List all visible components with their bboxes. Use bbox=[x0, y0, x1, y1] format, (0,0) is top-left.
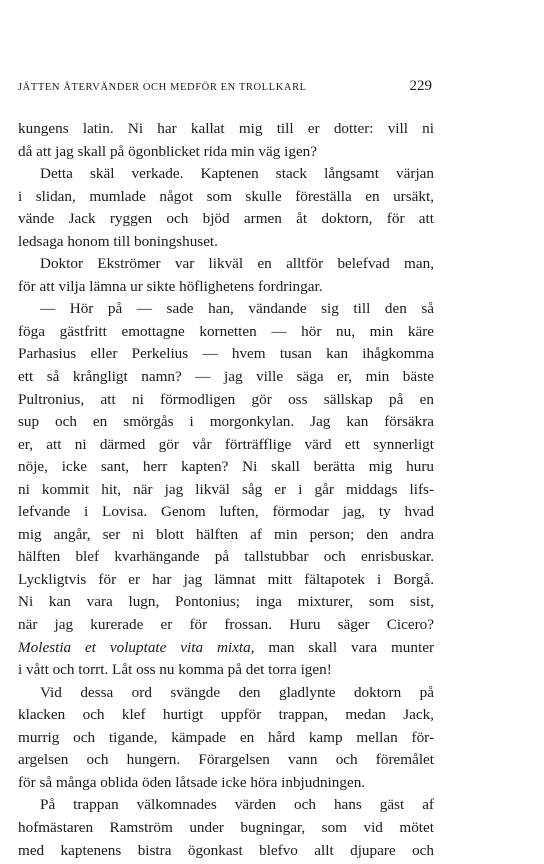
book-page bbox=[18, 78, 435, 859]
text-line: ni kommit hit, när jag likväl såg er i går middags lifs- bbox=[18, 480, 434, 498]
latin-quotation: Molestia et voluptate vita mixta bbox=[18, 638, 251, 656]
text-line: Pultronius, att ni förmodligen gör oss sällskap på en bbox=[18, 390, 434, 408]
text-line: för så många oblida öden låtsade icke höra inbjudningen. bbox=[18, 773, 366, 791]
text-line: för att vilja lämna ur sikte höflighetens fordringar. bbox=[18, 277, 323, 295]
text-line: murrig och tigande, kämpade en hård kamp mellan för- bbox=[18, 728, 434, 746]
text-line: när jag kurerade er för frossan. Huru säger Cicero? bbox=[18, 616, 434, 634]
text-line: ledsaga honom till boningshuset. bbox=[18, 232, 218, 250]
text-line: i vått och torrt. Låt oss nu komma på det torra igen! bbox=[18, 661, 332, 679]
text-line: — Hör på — sade han, vändande sig till den så bbox=[40, 300, 434, 318]
text-line: i slidan, mumlade något som skulle föreställa en ursäkt, bbox=[18, 187, 434, 205]
running-title: JÄTTEN ÅTERVÄNDER OCH MEDFÖR EN TROLLKARL bbox=[18, 82, 307, 93]
text-line: klacken och klef hurtigt uppför trappan, medan Jack, bbox=[18, 706, 434, 724]
text-line: argelsen och hungern. Förargelsen vann och föremålet bbox=[18, 751, 434, 769]
text-line: Parhasius eller Perkelius — hvem tusan kan ihågkomma bbox=[18, 345, 434, 363]
text-line: med kaptenens bistra ögonkast blefvo allt djupare och bbox=[18, 841, 434, 859]
text-line-italic-latin: Molestia et voluptate vita mixta, man skall vara munter bbox=[18, 638, 435, 656]
text-line: nöje, icke sant, herr kapten? Ni skall berätta mig huru bbox=[18, 458, 434, 476]
text-line: er, att ni därmed gör vår förträfflige värd ett synnerligt bbox=[18, 435, 434, 453]
text-line: ett så krångligt namn? — jag ville säga er, min bäste bbox=[18, 368, 434, 386]
text-line: vände Jack ryggen och bjöd armen åt doktorn, för att bbox=[18, 210, 434, 228]
text-line: Vid dessa ord svängde den gladlynte doktorn på bbox=[40, 683, 434, 701]
text-line: Detta skäl verkade. Kaptenen stack långsamt värjan bbox=[40, 165, 434, 183]
text-line: sup och en smörgås i morgonkylan. Jag kan försäkra bbox=[18, 413, 434, 431]
text-line: då att jag skall på ögonblicket rida min väg igen? bbox=[18, 142, 318, 160]
text-line: hofmästaren Ramström under bugningar, som vid mötet bbox=[18, 818, 434, 836]
text-line: mig angår, ser ni blott hälften af min person; den andra bbox=[18, 525, 434, 543]
text-line: Lyckligtvis för er har jag lämnat mitt fältapotek i Borgå. bbox=[18, 570, 434, 588]
text-line: På trappan välkomnades värden och hans gäst af bbox=[40, 796, 434, 814]
text-line: hälften blef kvarhängande på tallstubbar och enrisbuskar. bbox=[18, 548, 434, 566]
body-text bbox=[18, 118, 434, 862]
text-line: föga gästfritt emottagne kornetten — hör nu, min käre bbox=[18, 322, 434, 340]
text-line: lefvande i Lovisa. Genom luften, förmodar jag, ty hvad bbox=[18, 503, 434, 521]
text-line: Ni kan vara lugn, Pontonius; inga mixturer, som sist, bbox=[18, 593, 434, 611]
text-line: Doktor Ekströmer var likväl en alltför belefvad man, bbox=[40, 255, 434, 273]
text-line: kungens latin. Ni har kallat mig till er dotter: vill ni bbox=[18, 120, 434, 137]
running-head bbox=[18, 78, 434, 104]
page-number: 229 bbox=[409, 78, 432, 94]
